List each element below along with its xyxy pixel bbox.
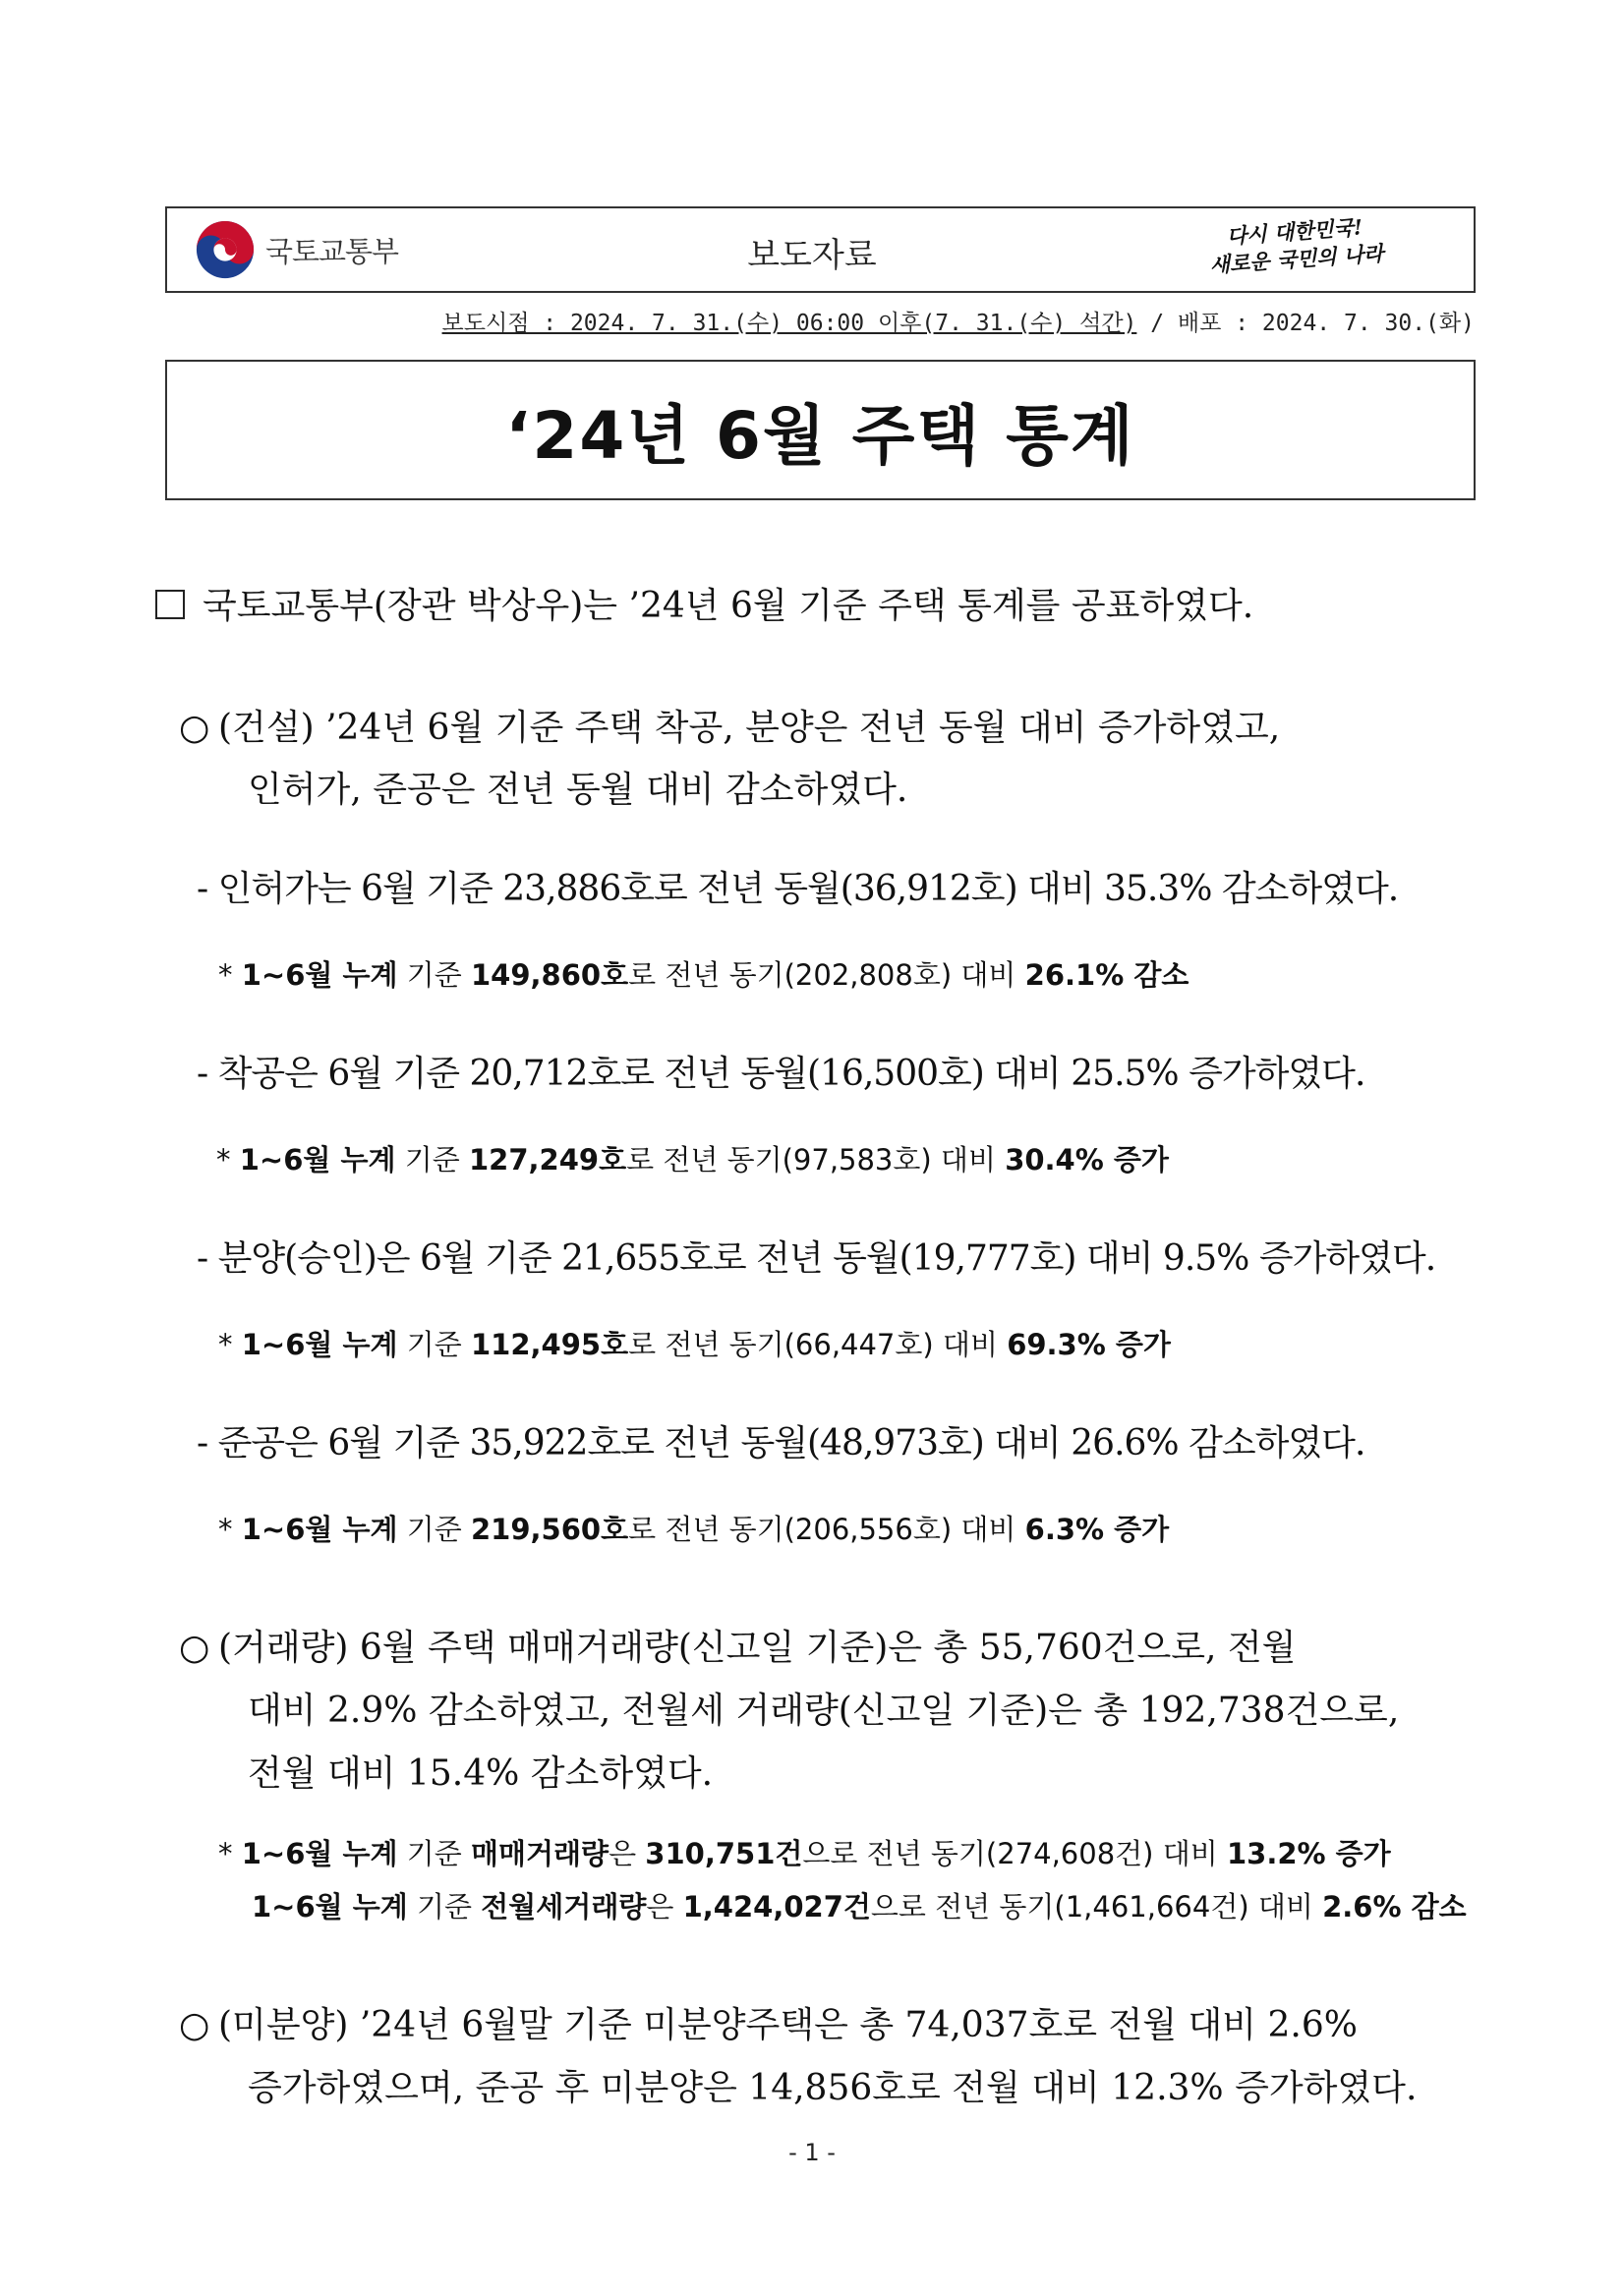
note-emphasis: 1~6월 누계 — [252, 1890, 408, 1923]
note-text: 으로 전년 동기(1,461,664건) 대비 — [870, 1890, 1323, 1923]
note-emphasis: 6.3% 증가 — [1024, 1513, 1170, 1546]
ministry-name: 국토교통부 — [265, 234, 399, 268]
note-emphasis: 13.2% 증가 — [1226, 1837, 1391, 1870]
starts-note — [216, 1138, 1169, 1178]
note-text: 기준 — [397, 958, 471, 992]
note-text: 로 전년 동기(66,447호) 대비 — [628, 1328, 1008, 1361]
transactions-line-3: 전월 대비 15.4% 감소하였다. — [248, 1753, 714, 1794]
circle-bullet-icon: ○ — [179, 2005, 210, 2045]
note-text: 은 — [646, 1890, 683, 1923]
note-emphasis: 26.1% 감소 — [1024, 958, 1189, 992]
note-text: 기준 — [397, 1837, 471, 1870]
note-emphasis: 1~6월 누계 — [241, 958, 398, 992]
note-text: * — [218, 1328, 242, 1361]
note-emphasis: 1,424,027건 — [682, 1890, 871, 1923]
slogan-line-1: 다시 대한민국! — [1226, 214, 1363, 249]
note-emphasis: 1~6월 누계 — [239, 1143, 396, 1177]
lead-paragraph — [155, 578, 1253, 628]
note-emphasis: 310,751건 — [645, 1837, 803, 1870]
page-number: - 1 - — [788, 2139, 836, 2166]
transactions-heading — [179, 1620, 1296, 1670]
note-emphasis: 1~6월 누계 — [241, 1328, 398, 1361]
transactions-line-1: (거래량) 6월 주택 매매거래량(신고일 기준)은 총 55,760건으로, 전월 — [218, 1628, 1297, 1668]
page-title: ‘24년 6월 주택 통계 — [505, 398, 1135, 474]
note-text: 기준 — [395, 1143, 469, 1177]
document-type: 보도자료 — [747, 236, 877, 275]
note-text: * — [218, 1837, 242, 1870]
note-text: * — [218, 1513, 242, 1546]
lead-text: 국토교통부(장관 박상우)는 ’24년 6월 기준 주택 통계를 공표하였다. — [203, 586, 1254, 626]
note-emphasis: 149,860호 — [470, 958, 629, 992]
note-text: * — [216, 1143, 240, 1177]
note-text: 으로 전년 동기(274,608건) 대비 — [802, 1837, 1227, 1870]
unsold-line-1: (미분양) ’24년 6월말 기준 미분양주택은 총 74,037호로 전월 대비 2.6% — [218, 2005, 1358, 2045]
note-text: 은 — [609, 1837, 646, 1870]
note-emphasis: 매매거래량 — [470, 1837, 609, 1870]
note-text: 로 전년 동기(202,808호) 대비 — [628, 958, 1025, 992]
circle-bullet-icon: ○ — [179, 708, 210, 748]
note-emphasis: 112,495호 — [470, 1328, 629, 1361]
distribution-date: / 배포 : 2024. 7. 30.(화) — [1136, 311, 1475, 336]
release-time: 보도시점 : 2024. 7. 31.(수) 06:00 이후(7. 31.(수) 석간) — [441, 311, 1137, 336]
completion-note — [218, 1508, 1169, 1548]
starts-item: - 착공은 6월 기준 20,712호로 전년 동월(16,500호) 대비 25.5% 증가하였다. — [197, 1054, 1365, 1094]
construction-line-1: (건설) ’24년 6월 기준 주택 착공, 분양은 전년 동월 대비 증가하였고, — [218, 708, 1281, 748]
sales-volume-note — [218, 1832, 1391, 1872]
permits-item: - 인허가는 6월 기준 23,886호로 전년 동월(36,912호) 대비 35.3% 감소하였다. — [197, 869, 1399, 909]
unsold-heading — [179, 1997, 1358, 2047]
note-emphasis: 127,249호 — [468, 1143, 627, 1177]
note-emphasis: 1~6월 누계 — [241, 1837, 398, 1870]
unsold-line-2: 증가하였으며, 준공 후 미분양은 14,856호로 전월 대비 12.3% 증가하였다. — [248, 2068, 1418, 2108]
note-emphasis: 2.6% 감소 — [1322, 1890, 1467, 1923]
note-emphasis: 30.4% 증가 — [1005, 1143, 1169, 1177]
note-text: 기준 — [397, 1513, 471, 1546]
sales-note — [218, 1323, 1171, 1363]
construction-line-2: 인허가, 준공은 전년 동월 대비 감소하였다. — [248, 770, 908, 810]
note-emphasis: 69.3% 증가 — [1007, 1328, 1171, 1361]
note-text: * — [218, 958, 242, 992]
transactions-line-2: 대비 2.9% 감소하였고, 전월세 거래량(신고일 기준)은 총 192,738건으로, — [248, 1691, 1400, 1731]
completion-item: - 준공은 6월 기준 35,922호로 전년 동월(48,973호) 대비 26.6% 감소하였다. — [197, 1423, 1365, 1464]
permits-note — [218, 953, 1189, 994]
square-bullet-icon — [155, 590, 185, 619]
note-text: 로 전년 동기(97,583호) 대비 — [626, 1143, 1006, 1177]
note-text: 로 전년 동기(206,556호) 대비 — [628, 1513, 1025, 1546]
slogan-line-2: 새로운 국민의 나라 — [1208, 240, 1385, 278]
note-text: 기준 — [407, 1890, 482, 1923]
note-emphasis: 219,560호 — [470, 1513, 629, 1546]
release-info — [442, 305, 1475, 337]
note-emphasis: 전월세거래량 — [481, 1890, 647, 1923]
lease-volume-note — [252, 1885, 1467, 1925]
note-emphasis: 1~6월 누계 — [241, 1513, 398, 1546]
sales-item: - 분양(승인)은 6월 기준 21,655호로 전년 동월(19,777호) 대비 9.5% 증가하였다. — [197, 1238, 1436, 1279]
circle-bullet-icon: ○ — [179, 1628, 210, 1668]
note-text: 기준 — [397, 1328, 471, 1361]
title-box — [165, 360, 1476, 500]
construction-heading — [179, 700, 1280, 750]
